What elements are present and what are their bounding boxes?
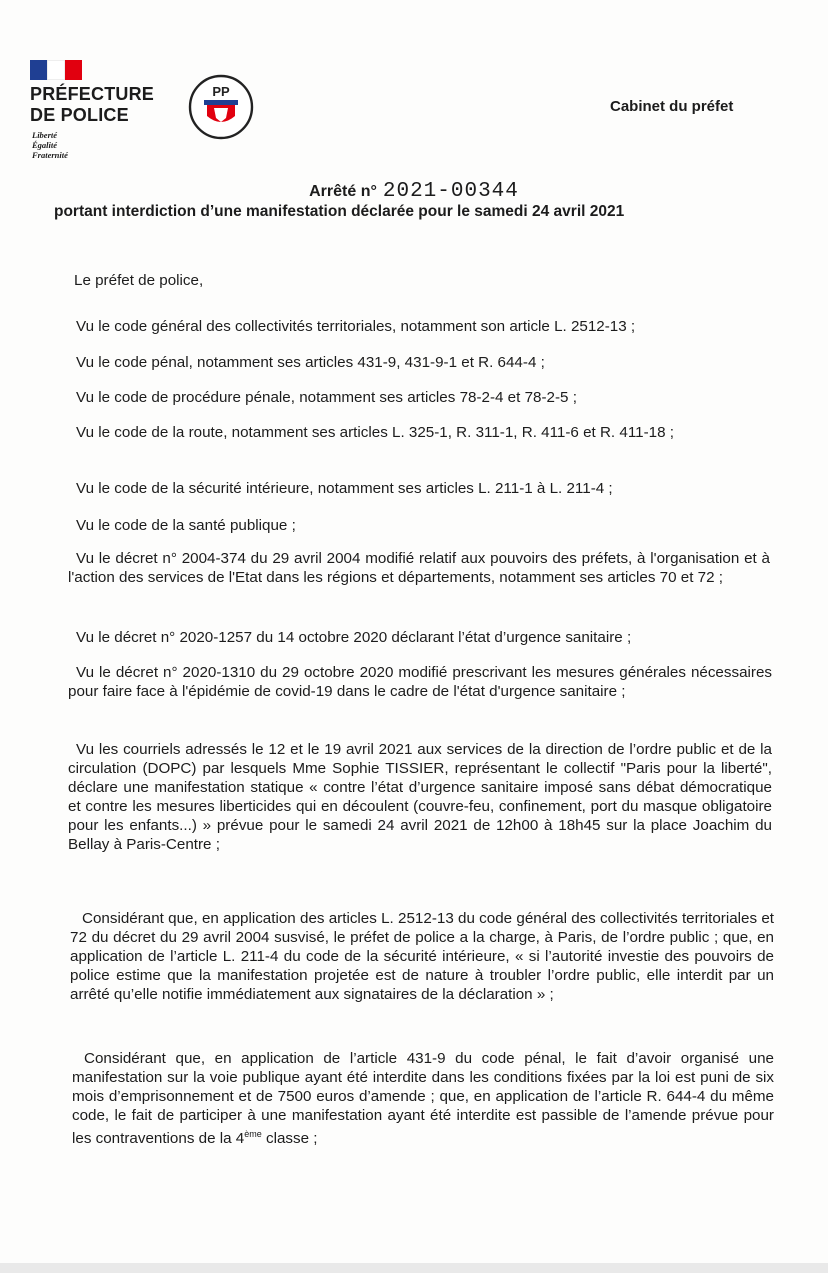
motto-egalite: Égalité bbox=[32, 140, 58, 150]
paragraph-8: Vu le décret n° 2020-1257 du 14 octobre 2020 déclarant l’état d’urgence sanitaire ; bbox=[76, 629, 632, 646]
decree-number: 2021-00344 bbox=[382, 180, 519, 203]
flag-red bbox=[65, 60, 82, 80]
paragraph-6: Vu le code de la santé publique ; bbox=[76, 517, 296, 534]
motto-fraternite: Fraternité bbox=[32, 150, 68, 160]
paragraph-12-superscript: ème bbox=[244, 1129, 262, 1139]
motto-liberte: Liberté bbox=[32, 130, 58, 140]
intro-paragraph: Le préfet de police, bbox=[74, 272, 204, 289]
decree-title bbox=[0, 180, 828, 203]
paragraph-10: Vu les courriels adressés le 12 et le 19 avril 2021 aux services de la direction de l’ordre public et de la circulation (DOPC) par lesquels Mme Sophie TISSIER, représentant le collectif "Paris pour la liberté", déclare une manifestation statique « contre l’état d’urgence sanitaire imposé sans débat démocratique et contre les mesures liberticides qui en découlent (couvre-feu, confinement, port du masque obligatoire pour les enfants...) » prévue pour le samedi 24 avril 2021 de 12h00 à 18h45 sur la place Joachim du Bellay à Paris-Centre ; bbox=[68, 741, 772, 853]
paragraph-11: Considérant que, en application des articles L. 2512-13 du code général des collectivités territoriales et 72 du décret du 29 avril 2004 susvisé, le préfet de police a la charge, à Paris, de l’ordre public ; que, en application de l’article L. 211-4 du code de la sécurité intérieure, « si l’autorité investie des pouvoirs de police estime que la manifestation projetée est de nature à troubler l’ordre public, elle interdit par un arrêté qu’elle notifie immédiatement aux signataires de la déclaration » ; bbox=[70, 910, 774, 1003]
flag-white bbox=[47, 60, 64, 80]
page-bottom-edge bbox=[0, 1263, 828, 1273]
paragraph-5: Vu le code de la sécurité intérieure, notamment ses articles L. 211-1 à L. 211-4 ; bbox=[76, 480, 613, 497]
decree-prefix: Arrêté n° bbox=[309, 183, 377, 200]
paragraph-2: Vu le code pénal, notamment ses articles 431-9, 431-9-1 et R. 644-4 ; bbox=[76, 354, 545, 371]
paragraph-12 bbox=[72, 1049, 774, 1148]
organization-name bbox=[30, 84, 154, 126]
french-flag-logo bbox=[30, 60, 82, 80]
emblem-text: PP bbox=[212, 84, 230, 99]
paragraph-3: Vu le code de procédure pénale, notamment ses articles 78-2-4 et 78-2-5 ; bbox=[76, 389, 577, 406]
org-line-1: PRÉFECTURE bbox=[30, 84, 155, 104]
decree-subtitle: portant interdiction d’une manifestation déclarée pour le samedi 24 avril 2021 bbox=[54, 203, 625, 220]
motto bbox=[32, 130, 68, 160]
org-line-2: DE POLICE bbox=[30, 105, 129, 125]
cabinet-label: Cabinet du préfet bbox=[610, 98, 734, 115]
paragraph-4: Vu le code de la route, notamment ses articles L. 325-1, R. 311-1, R. 411-6 et R. 411-18 ; bbox=[76, 424, 674, 441]
paragraph-9: Vu le décret n° 2020-1310 du 29 octobre 2020 modifié prescrivant les mesures générales nécessaires pour faire face à l'épidémie de covid-19 dans le cadre de l'état d'urgence sanitaire ; bbox=[68, 664, 772, 700]
paragraph-1: Vu le code général des collectivités territoriales, notamment son article L. 2512-13 ; bbox=[76, 318, 636, 335]
flag-blue bbox=[30, 60, 47, 80]
police-emblem-icon bbox=[188, 74, 254, 140]
paragraph-12-end: classe ; bbox=[261, 1130, 318, 1148]
paragraph-7: Vu le décret n° 2004-374 du 29 avril 2004 modifié relatif aux pouvoirs des préfets, à l'organisation et à l'action des services de l'Etat dans les régions et départements, notamment ses articles 70 et 72 ; bbox=[68, 550, 770, 586]
paragraph-12-text: Considérant que, en application de l’article 431-9 du code pénal, le fait d’avoir organisé une manifestation sur la voie publique ayant été interdite dans les conditions fixées par la loi est puni de six mois d’emprisonnement et de 7500 euros d’amende ; que, en application de l’article R. 644-4 du même code, le fait de participer à une manifestation ayant été interdite est passible de l’amende prévue pour les contraventions de la 4 bbox=[72, 1050, 774, 1148]
